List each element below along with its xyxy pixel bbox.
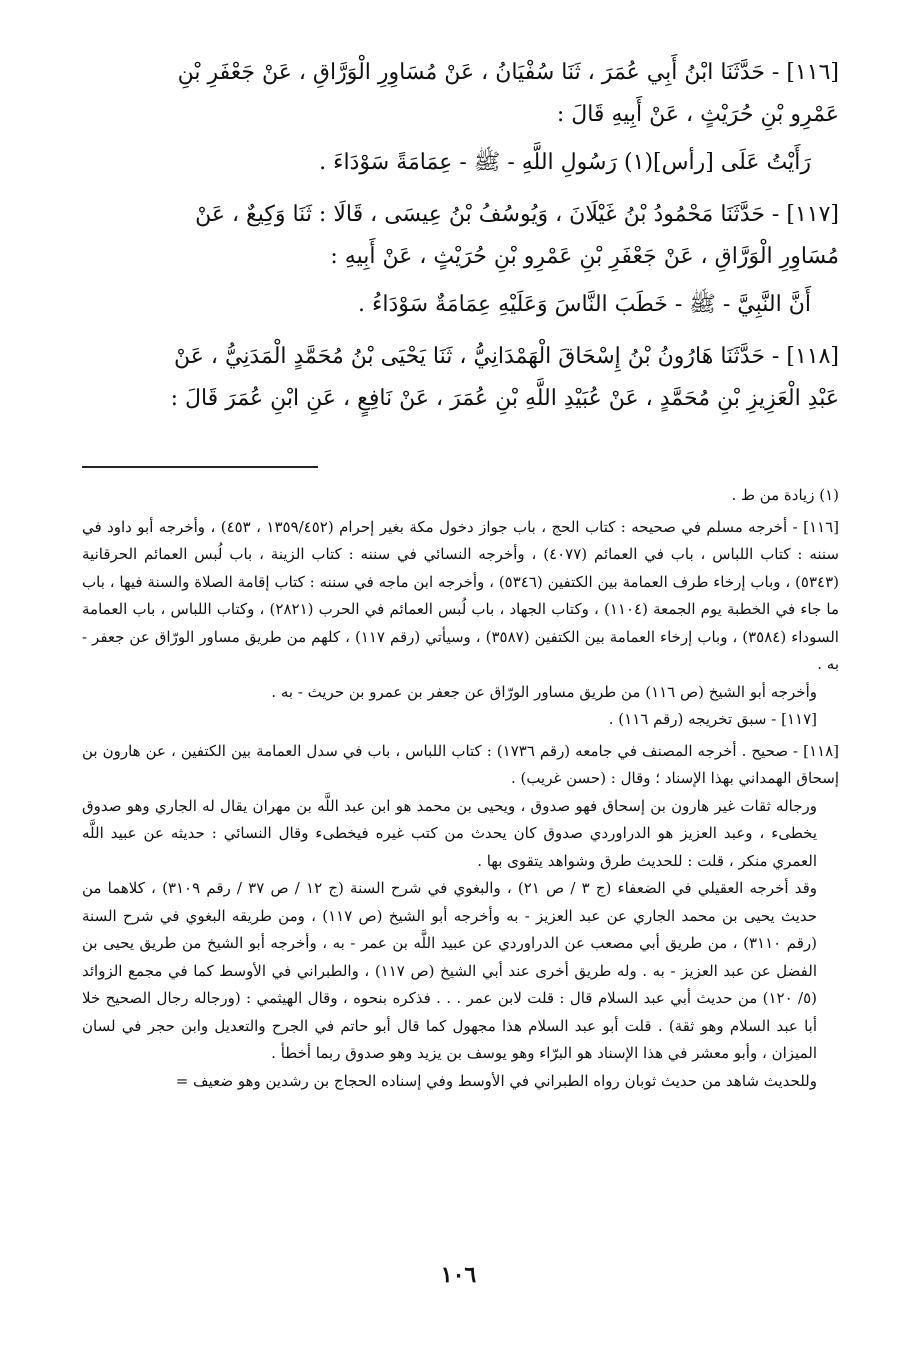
- footnote-divider: [82, 466, 318, 468]
- footnotes: [82, 482, 839, 1095]
- footnote-116: [١١٦] - أخرجه مسلم في صحيحه : كتاب الحج ، باب جواز دخول مكة بغير إحرام (١٣٥٩/٤٥٢ ، ٤٥٣) ، وأخرجه أبو داود في سننه : كتاب اللباس ، باب في العمائم (٤٠٧٧) ، وأخرجه النسائي في سننه : كتاب الزينة ، باب لُبس العمائم الحرقانية (٥٣٤٣) ، وباب إرخاء طرف العمامة بين الكتفين (٥٣٤٦) ، وأخرجه ابن ماجه في سننه : كتاب إقامة الصلاة والسنة فيها ، باب ما جاء في الخطبة يوم الجمعة (١١٠٤) ، وكتاب الجهاد ، باب لُبس العمائم في الحرب (٢٨٢١) ، وكتاب اللباس ، باب العمامة السوداء (٣٥٨٤) ، وباب إرخاء العمامة بين الكتفين (٣٥٨٧) ، وسيأتي (رقم ١١٧) ، كلهم من طريق مساور الورّاق عن جعفر - به .: [82, 517, 839, 673]
- footnote-118-witness: وللحديث شاهد من حديث ثوبان رواه الطبراني في الأوسط وفي إسناده الحجاج بن رشدين وهو ضعيف =: [175, 1071, 817, 1090]
- footnote-118-sources: وقد أخرجه العقيلي في الضعفاء (ج ٣ / ص ٢١) ، والبغوي في شرح السنة (ج ١٢ / ص ٣٧ / رقم ٣١٠٩) ، كلاهما من حديث يحيى بن محمد الجاري عن عبد العزيز - به وأخرجه أبو الشيخ (ص ١١٧) ، ومن طريقه البغوي في شرح السنة (رقم ٣١١٠) ، من طريق أبي مصعب عن الدراوردي عن عبيد اللَّه بن عمر - به ، وأخرجه أبو الشيخ من طريق يحيى بن الفضل عن عبد العزيز - به . وله طريق أخرى عند أبي الشيخ (ص ١١٧) ، والطبراني في الأوسط كما في مجمع الزوائد (٥/ ١٢٠) من حديث أبي عبد السلام قال : قلت لابن عمر . . . فذكره بنحوه ، وقال الهيثمي : (ورجاله رجال الصحيح خلا أبا عبد السلام وهو ثقة) . قلت أبو عبد السلام هذا مجهول كما قال أبو حاتم في الجرح والتعديل وابن حجر في لسان الميزان ، وأبو معشر في هذا الإسناد هو البرّاء وهو يوسف بن يزيد وهو صدوق ربما أخطأ .: [82, 879, 818, 1062]
- page-number: ١٠٦: [440, 1262, 477, 1288]
- hadith-116-matn: رَأَيْتُ عَلَى [رأس](١) رَسُولِ اللَّهِ - ﷺ - عِمَامَةً سَوْدَاءَ .: [319, 150, 811, 175]
- hadith-117-line-2: مُسَاوِرِ الْوَرَّاقِ ، عَنْ جَعْفَرِ بْنِ عَمْرِو بْنِ حُرَيْثٍ ، عَنْ أَبِيهِ :: [330, 244, 839, 269]
- hadith-116-line-2: عَمْرِو بْنِ حُرَيْثٍ ، عَنْ أَبِيهِ قَالَ :: [556, 102, 839, 127]
- hadith-117-line-1: [١١٧] - حَدَّثَنَا مَحْمُودُ بْنُ غَيْلَانَ ، وَيُوسُفُ بْنُ عِيسَى ، قَالَا : ثَنَا وَكِيعٌ ، عَنْ: [195, 202, 839, 227]
- footnote-118-narrators: ورجاله ثقات غير هارون بن إسحاق فهو صدوق ، ويحيى بن محمد هو ابن عبد اللَّه بن مهران يقال له الجاري وهو صدوق يخطىء ، وعبد العزيز هو الدراوردي صدوق كان يحدث من كتب غيره فيخطىء وقال النسائي : حديثه عن عبيد اللَّه العمري منكر ، قلت : للحديث طرق وشواهد يتقوى بها .: [82, 796, 817, 870]
- hadith-116-line-1: [١١٦] - حَدَّثَنَا ابْنُ أَبِي عُمَرَ ، ثَنَا سُفْيَانُ ، عَنْ مُسَاوِرِ الْوَرَّاقِ ، عَنْ جَعْفَرِ بْنِ: [177, 60, 839, 85]
- hadith-118-line-1: [١١٨] - حَدَّثَنَا هَارُونُ بْنُ إِسْحَاقَ الْهَمْدَانِيُّ ، ثَنَا يَحْيَى بْنُ مُحَمَّدٍ الْمَدَنِيُّ ، عَنْ: [174, 344, 839, 369]
- footnote-divider-wrap: [82, 466, 839, 468]
- footnote-116-extra: وأخرجه أبو الشيخ (ص ١١٦) من طريق مساور الورّاق عن جعفر بن عمرو بن حريث - به .: [271, 682, 817, 701]
- footnote-118: [١١٨] - صحيح . أخرجه المصنف في جامعه (رقم ١٧٣٦) : كتاب اللباس ، باب في سدل العمامة بين الكتفين ، عن هارون بن إسحاق الهمداني بهذا الإسناد ؛ وقال : (حسن غريب) .: [82, 741, 839, 787]
- footnote-1: (١) زيادة من ط .: [731, 486, 839, 504]
- footnote-117: [١١٧] - سبق تخريجه (رقم ١١٦) .: [608, 710, 817, 728]
- hadith-118-line-2: عَبْدِ الْعَزِيزِ بْنِ مُحَمَّدٍ ، عَنْ عُبَيْدِ اللَّهِ بْنِ عُمَرَ ، عَنْ نَافِعٍ ، عَنِ ابْنِ عُمَرَ قَالَ :: [170, 386, 839, 411]
- hadith-text: [82, 52, 839, 420]
- hadith-117-matn: أَنَّ النَّبِيَّ - ﷺ - خَطَبَ النَّاسَ وَعَلَيْهِ عِمَامَةٌ سَوْدَاءُ .: [358, 292, 811, 317]
